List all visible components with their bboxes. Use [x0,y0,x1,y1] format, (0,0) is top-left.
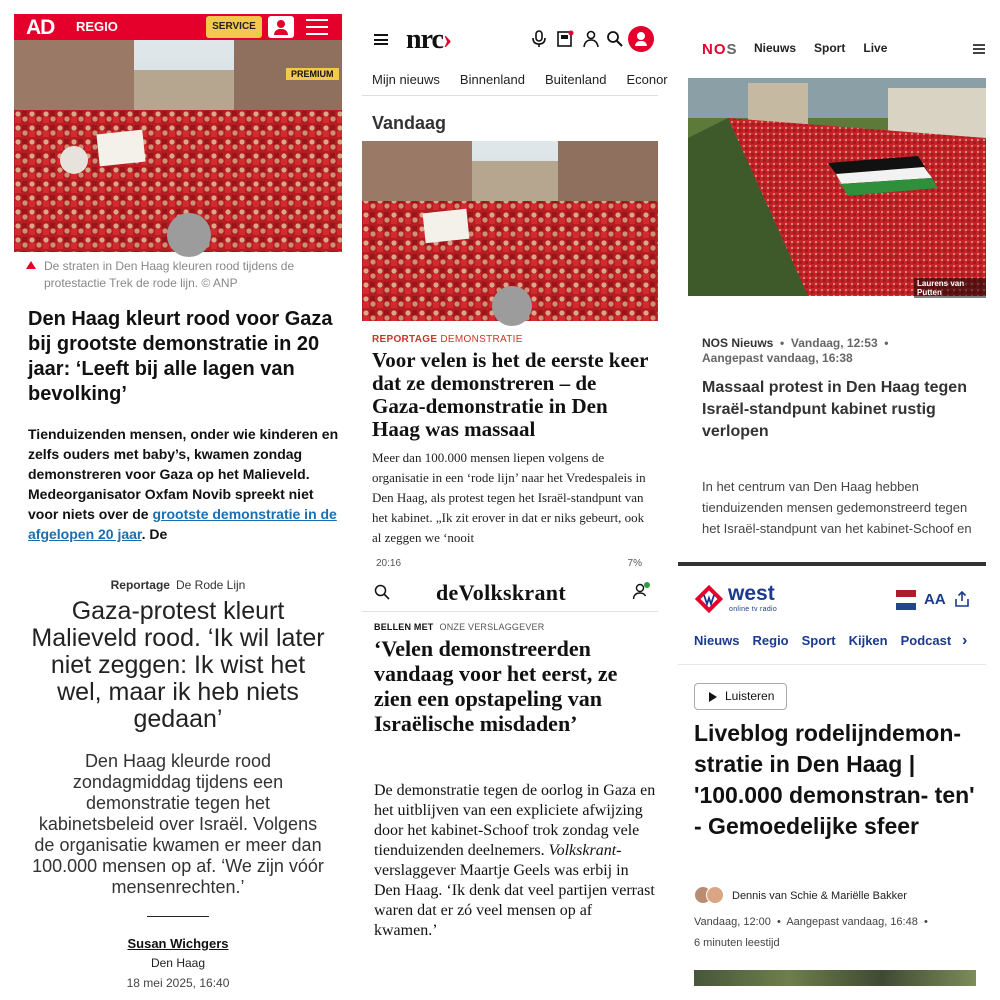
menu-icon[interactable] [306,19,328,35]
divider [678,664,986,665]
intro-tail: . De [141,526,168,542]
account-icon[interactable] [268,16,294,38]
intro-text: Tienduizenden mensen, onder wie kinderen en zelfs ouders met baby’s, kwamen zondag demonstreren voor Gaza op het Malieveld. Medeorganisator Oxfam Novib spreekt niet voor niets over de [28,426,339,522]
article-intro [374,781,656,941]
nav-item-binnenland[interactable]: Binnenland [459,72,525,87]
article-meta: Vandaag, 12:00 • Aangepast vandaag, 16:48 • 6 minuten leestijd [694,916,928,949]
nos-logo[interactable] [702,41,738,58]
publish-date: 18 mei 2025, 16:40 [126,976,230,990]
dateline-place: Den Haag [150,956,206,970]
west-nav [694,633,964,648]
trouw-article-panel [14,566,342,990]
west-hero-photo [694,970,976,986]
volkskrant-logo[interactable]: deVolkskrant [436,580,566,605]
source-label: NOS Nieuws [702,336,774,350]
chevron-right-icon[interactable]: › [962,632,968,649]
flag-stripe-white [896,597,916,604]
search-icon[interactable] [606,30,624,48]
nav-item-sport[interactable]: Sport [814,41,846,55]
listen-button[interactable]: Luisteren [694,683,787,710]
author-avatars [694,886,728,906]
battery-level: 7% [627,558,642,569]
article-intro: Den Haag kleurde rood zondagmiddag tijdens een demonstratie tegen het kabinetsbeleid over Israël. Volgens de organisatie kwamen er meer dan 100.000 mensen op af. ‘We zijn vóór mensenrechten.’ [32,751,324,897]
premium-badge: PREMIUM [286,68,339,80]
article-intro: Meer dan 100.000 mensen liepen volgens de organisatie in een ‘rode lijn’ naar het Vredespaleis in Den Haag, als protest tegen het Israël-standpunt van het kabinet. „Ik zit erover in dat er niks gebeurt, ook al zeggen we ‘nooit [372,450,646,545]
nrc-hero-photo[interactable] [362,141,658,321]
article-intro [28,424,340,544]
nav-item-live[interactable]: Live [863,41,888,55]
section-heading: Vandaag [372,113,447,133]
nav-item-economie[interactable]: Econor [626,72,668,87]
nos-logo-grey: S [726,41,738,58]
divider [147,916,209,917]
article-title[interactable]: ‘Velen demonstreerden vandaag voor het eerst, ze zien een opstapeling van Israëlische misdaden’ [374,636,618,736]
article-title[interactable]: Gaza-protest kleurt Malieveld rood. ‘Ik wil later niet zeggen: Ik wist het wel, maar ik heb niets gedaan’ [31,597,325,733]
publish-time: Vandaag, 12:00 [694,916,771,928]
share-icon[interactable] [954,591,970,607]
newspaper-icon[interactable] [556,30,574,48]
nav-item-kijken[interactable]: Kijken [848,633,888,648]
west-logo-sub: online tv radio [729,606,778,613]
nos-article-panel [688,14,986,550]
author-link[interactable]: Susan Wichgers [127,936,229,951]
text-size-button[interactable]: AA [924,591,946,608]
west-article-panel [678,562,986,986]
status-bar [376,558,656,569]
status-time: 20:16 [376,558,402,569]
article-title[interactable]: Liveblog rodelijndemon- stratie in Den Haag | '100.000 demonstran- ten' - Gemoedelijke sfeer [694,720,975,839]
menu-icon[interactable] [374,34,388,45]
article-kicker [374,622,544,632]
flag-stripe-red [896,590,916,597]
reading-time: 6 minuten leestijd [694,937,780,949]
intro-italic: Volkskrant [548,842,617,859]
article-title[interactable]: Massaal protest in Den Haag tegen Israël-standpunt kabinet rustig verlopen [702,379,967,440]
divider [362,95,658,96]
ad-logo[interactable]: AD [26,16,55,39]
nos-nav [754,41,905,55]
nrc-logo[interactable] [406,24,451,56]
article-meta: NOS Nieuws • Vandaag, 12:53 • Aangepast vandaag, 16:38 [702,336,889,365]
nrc-article-panel [362,14,668,550]
kicker-series: ONZE VERSLAGGEVER [439,622,545,632]
nav-item-nieuws[interactable]: Nieuws [754,41,797,55]
ad-service-button[interactable]: SERVICE [206,16,262,38]
article-intro: In het centrum van Den Haag hebben tienduizenden mensen gedemonstreerd tegen het Israël-standpunt van het kabinet-Schoof en [702,479,972,536]
search-icon[interactable] [374,584,390,600]
divider [362,611,658,612]
west-logo[interactable]: west [728,582,775,605]
nav-item-sport[interactable]: Sport [801,633,836,648]
ad-hero-photo [14,40,342,252]
ad-region-label[interactable]: REGIO [76,19,118,34]
menu-icon[interactable] [973,44,985,54]
nrc-logo-mark: › [442,24,452,55]
caption-text: De straten in Den Haag kleuren rood tijdens de protestactie Trek de rode lijn. © ANP [44,259,295,290]
nos-logo-red: NO [702,41,727,58]
microphone-icon[interactable] [530,30,548,48]
authors[interactable]: Dennis van Schie & Mariëlle Bakker [732,890,907,902]
intro-link[interactable]: grootste demonstratie in de afgelopen 20 jaar [28,506,337,542]
flag-stripe-blue [896,603,916,610]
article-title[interactable]: Den Haag kleurt rood voor Gaza bij grootste demonstratie in 20 jaar: ‘Leeft bij alle lagen van bevolking’ [28,308,333,405]
avatar[interactable] [628,26,654,52]
article-kicker [14,578,342,592]
ad-header-bar [14,14,342,40]
article-kicker [372,334,523,345]
publish-time: Vandaag, 12:53 [790,336,878,350]
netherlands-flag-icon[interactable] [896,590,916,610]
photo-credit: Laurens van Putten [914,278,986,298]
updated-time: Aangepast vandaag, 16:38 [702,351,853,365]
nrc-logo-text: nrc [406,24,443,55]
caption-triangle-icon [26,261,36,269]
intro-text: De demonstratie tegen de oorlog in Gaza en het uitblijven van een expliciete afwijzing door het kabinet-Schoof trok zondag vele tienduizenden deelnemers. [374,782,656,859]
intro-tail: -verslaggever Maartje Geels was erbij in Den Haag. ‘Ik denk dat veel partijen verrast waren dat er zó veel mensen op af kwamen.’ [374,842,655,939]
top-bar [678,562,986,566]
kicker-bold: Reportage [110,578,170,592]
ad-article-panel [14,14,342,550]
nav-item-regio[interactable]: Regio [752,633,789,648]
nrc-nav [372,72,668,87]
kicker-series[interactable]: De Rode Lijn [175,578,246,592]
profile-icon[interactable] [582,30,600,48]
nav-item-nieuws[interactable]: Nieuws [694,633,740,648]
nav-item-podcast[interactable]: Podcast [900,633,952,648]
west-logo-icon[interactable] [694,584,724,614]
nos-hero-photo [688,78,986,296]
kicker-tag[interactable]: DEMONSTRATIE [440,334,523,345]
kicker-bold: REPORTAGE [372,334,438,345]
nav-item-mijn-nieuws[interactable]: Mijn nieuws [372,72,440,87]
photo-caption [26,258,334,292]
account-icon[interactable] [632,582,650,600]
nav-item-buitenland[interactable]: Buitenland [544,72,607,87]
volkskrant-article-panel [362,556,658,986]
updated-time: Aangepast vandaag, 16:48 [786,916,918,928]
article-title[interactable]: Voor velen is het de eerste keer dat ze demonstreren – de Gaza-demonstratie in Den Haag was massaal [372,348,649,441]
kicker-bold: BELLEN MET [374,622,434,632]
